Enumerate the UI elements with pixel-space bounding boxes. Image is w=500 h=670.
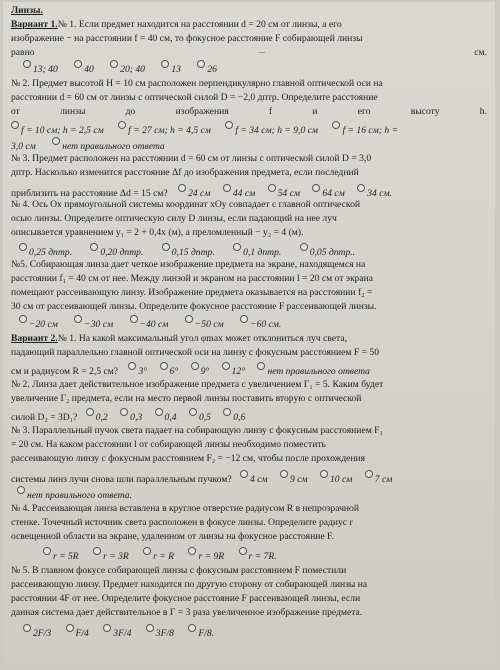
- radio-button[interactable]: [223, 184, 231, 192]
- radio-button[interactable]: [268, 184, 276, 192]
- option[interactable]: 7 см: [365, 470, 393, 487]
- v2-q2-line3: силой D₂ = 3D₁? 0,2 0,3 0,4 0,5 0,6: [11, 408, 487, 425]
- option[interactable]: r = 7R.: [239, 547, 277, 564]
- radio-button[interactable]: [23, 624, 31, 632]
- option[interactable]: F/8.: [188, 624, 214, 641]
- option[interactable]: 0,05 дптр..: [300, 243, 355, 260]
- option[interactable]: 13; 40: [23, 60, 58, 77]
- v2-q1-line3: см и радиусом R = 2,5 см? 3° 6° 9° 12° нет правильного ответа: [11, 362, 487, 379]
- radio-button[interactable]: [222, 362, 230, 370]
- radio-button[interactable]: [312, 184, 320, 192]
- option[interactable]: −40 см: [130, 315, 169, 332]
- option[interactable]: 13: [161, 60, 181, 77]
- option[interactable]: 6°: [160, 362, 179, 379]
- radio-button[interactable]: [93, 547, 101, 555]
- v2-q2-line2: увеличение Γ₂ предмета, если на место первой линзы поставить вторую с оптической: [11, 393, 362, 404]
- radio-button[interactable]: [240, 470, 248, 478]
- v2-q5-options: [23, 624, 487, 641]
- v2-q5-line2: рассеивающую линзу. Предмет находится по другую сторону от собирающей линзы на: [11, 579, 368, 590]
- option[interactable]: нет правильного ответа.: [17, 486, 132, 503]
- v1-q4-line3: описывается уравнением y₁ = 2 + 0,4x (м), а преломленный − y₂ = 4 (м).: [11, 227, 304, 238]
- v1-q2-line3: от линзы до изображения f и его высоту h.: [11, 106, 487, 117]
- option[interactable]: 3F/4: [103, 624, 131, 641]
- variant-1-heading: Вариант 1.: [11, 19, 58, 30]
- v2-q3-options-cont: [17, 486, 487, 503]
- v2-q4-line2: стенке. Точечный источник света расположен в фокусе линзы. Определите радиус r: [11, 517, 353, 528]
- option[interactable]: 40: [74, 60, 94, 77]
- radio-button[interactable]: [103, 624, 111, 632]
- radio-button[interactable]: [74, 315, 82, 323]
- option[interactable]: 0,25 дптр.: [19, 243, 72, 260]
- radio-button[interactable]: [66, 624, 74, 632]
- radio-button[interactable]: [11, 121, 19, 129]
- v1-q2-options-cont: 3,0 см нет правильного ответа: [11, 137, 487, 154]
- radio-button[interactable]: [162, 243, 170, 251]
- option[interactable]: 10 см: [320, 470, 352, 487]
- radio-button[interactable]: [130, 315, 138, 323]
- radio-button[interactable]: [189, 408, 197, 416]
- v1-q5-line4: 30 см от рассеивающей линзы. Определите фокусное расстояние F рассеивающей линзы.: [11, 301, 377, 312]
- v1-q5-options: [19, 315, 487, 332]
- v2-q1-line1: Вариант 2.№ 1. На какой максимальный угол φmax может отклониться луч света,: [11, 333, 347, 344]
- option[interactable]: r = 9R: [188, 547, 224, 564]
- radio-button[interactable]: [161, 60, 169, 68]
- v1-q5-line2: расстоянии f₁ = 40 см от нее. Между линзой и экраном на расстоянии l = 20 см от экрана: [11, 273, 374, 284]
- option[interactable]: −30 см: [74, 315, 113, 332]
- v1-q3-line1: № 3. Предмет расположен на расстоянии d = 60 см от линзы с оптической силой D = 3,0: [11, 153, 372, 164]
- v1-q5-line3: помещают рассеивающую линзу. Изображение предмета оказывается на расстоянии f₂ =: [11, 287, 373, 298]
- option[interactable]: 26: [197, 60, 217, 77]
- v1-q1-options: [23, 60, 487, 77]
- v1-q3-line2: дптр. Насколько изменится расстояние Δf до изображения предмета, если последний: [11, 167, 359, 178]
- radio-button[interactable]: [257, 362, 265, 370]
- option[interactable]: r = R: [143, 547, 174, 564]
- radio-button[interactable]: [280, 470, 288, 478]
- v1-q2-options: [11, 121, 487, 138]
- radio-button[interactable]: [143, 547, 151, 555]
- v2-q2-line1: № 2. Линза дает действительное изображение предмета с увеличением Γ₁ = 5. Каким будет: [11, 379, 384, 390]
- radio-button[interactable]: [17, 486, 25, 494]
- v2-q1-line2: падающий параллельно главной оптической оси на линзу с фокусным расстоянием F = 50: [11, 347, 379, 358]
- radio-button[interactable]: [118, 121, 126, 129]
- radio-button[interactable]: [52, 137, 60, 145]
- v1-q2-line2: расстоянии d = 60 см от линзы с оптической силой D = −2,0 дптр. Определите расстояние: [11, 92, 378, 103]
- radio-button[interactable]: [225, 121, 233, 129]
- option[interactable]: −20 см: [19, 315, 58, 332]
- v2-q5-line1: № 5. В главном фокусе собирающей линзы с фокусным расстоянием F поместили: [11, 565, 347, 576]
- v2-q3-line2: = 20 см. На каком расстоянии l от собирающей линзы необходимо поместить: [11, 439, 326, 450]
- option[interactable]: 64 см: [312, 184, 344, 201]
- option[interactable]: 3°: [128, 362, 147, 379]
- radio-button[interactable]: [191, 362, 199, 370]
- radio-button[interactable]: [332, 121, 340, 129]
- radio-button[interactable]: [178, 184, 186, 192]
- option[interactable]: 2F/3: [23, 624, 51, 641]
- option[interactable]: f = 34 см; h = 9,0 см: [225, 121, 318, 138]
- v1-q2-line1: № 2. Предмет высотой H = 10 см расположен перпендикулярно главной оптической оси на: [11, 78, 383, 89]
- page-title: Линзы.: [11, 5, 43, 16]
- option[interactable]: f = 16 см; h =: [332, 121, 398, 138]
- v2-q4-line1: № 4. Рассеивающая линза вставлена в круглое отверстие радиусом R в непрозрачной: [11, 503, 359, 514]
- option[interactable]: нет правильного ответа: [257, 362, 369, 379]
- radio-button[interactable]: [74, 60, 82, 68]
- radio-button[interactable]: [223, 408, 231, 416]
- radio-button[interactable]: [239, 547, 247, 555]
- option[interactable]: 20; 40: [110, 60, 145, 77]
- radio-button[interactable]: [240, 315, 248, 323]
- radio-button[interactable]: [197, 60, 205, 68]
- v1-q3-line3: приблизить на расстояние Δd = 15 см? 24 см 44 см 54 см 64 см 34 см.: [11, 184, 487, 201]
- v1-q5-line1: №5. Собирающая линза дает четкое изображение предмета на экране, находящемся на: [11, 259, 366, 270]
- option[interactable]: 54 см: [268, 184, 300, 201]
- v1-q1-line2: изображение − на расстоянии f = 40 см, то фокусное расстояние F собирающей линзы: [11, 33, 363, 44]
- option[interactable]: 0,4: [155, 408, 177, 425]
- radio-button[interactable]: [185, 315, 193, 323]
- option[interactable]: 24 см: [178, 184, 210, 201]
- option[interactable]: 0,1 дптр.: [233, 243, 281, 260]
- option[interactable]: 0,6: [223, 408, 245, 425]
- variant-2-heading: Вариант 2.: [11, 333, 58, 344]
- radio-button[interactable]: [160, 362, 168, 370]
- v2-q4-line3: освещенной области на экране, удаленном от линзы на фокусное расстояние F.: [11, 531, 334, 542]
- radio-button[interactable]: [155, 408, 163, 416]
- option[interactable]: 34 см.: [357, 184, 392, 201]
- radio-button[interactable]: [19, 243, 27, 251]
- radio-button[interactable]: [300, 243, 308, 251]
- radio-button[interactable]: [43, 547, 51, 555]
- radio-button[interactable]: [320, 470, 328, 478]
- option[interactable]: f = 10 см; h = 2,5 см: [11, 121, 104, 138]
- option[interactable]: 3F/8: [146, 624, 174, 641]
- radio-button[interactable]: [120, 408, 128, 416]
- v2-q3-line3: рассеивающую линзу с фокусным расстоянием F₂ = −12 см, чтобы после прохождения: [11, 453, 366, 464]
- v1-q1-line1: Вариант 1.№ 1. Если предмет находится на расстоянии d = 20 см от линзы, а его: [11, 19, 342, 30]
- v1-q4-line1: № 4. Ось Ox прямоугольной системы координат xOy совпадает с главной оптической: [11, 199, 361, 210]
- option[interactable]: нет правильного ответа: [52, 137, 164, 154]
- v1-q4-line2: осью линзы. Определите оптическую силу D линзы, если падающий на нее луч: [11, 213, 337, 224]
- radio-button[interactable]: [90, 243, 98, 251]
- option[interactable]: f = 27 см; h = 4,5 см: [118, 121, 211, 138]
- v1-q1-line3: равно ... см.: [11, 46, 487, 58]
- option[interactable]: r = 3R: [93, 547, 129, 564]
- option[interactable]: 9°: [191, 362, 210, 379]
- radio-button[interactable]: [19, 315, 27, 323]
- radio-button[interactable]: [365, 470, 373, 478]
- radio-button[interactable]: [23, 60, 31, 68]
- radio-button[interactable]: [128, 362, 136, 370]
- radio-button[interactable]: [110, 60, 118, 68]
- radio-button[interactable]: [357, 184, 365, 192]
- option[interactable]: F/4: [66, 624, 89, 641]
- option[interactable]: 9 см: [280, 470, 308, 487]
- option[interactable]: −60 см.: [240, 315, 281, 332]
- option[interactable]: 44 см: [223, 184, 255, 201]
- option[interactable]: 0,15 дптр.: [162, 243, 215, 260]
- v2-q3-line4: системы линз лучи снова шли параллельным пучком? 4 см 9 см 10 см 7 см: [11, 470, 487, 487]
- option[interactable]: 0,2: [86, 408, 108, 425]
- option[interactable]: 4 см: [240, 470, 268, 487]
- option[interactable]: 12°: [222, 362, 245, 379]
- worksheet-page: [3, 2, 495, 664]
- v2-q4-options: [43, 547, 487, 564]
- option[interactable]: 0,5: [189, 408, 211, 425]
- v2-q5-line3: расстоянии 4F от нее. Определите фокусное расстояние F рассеивающей линзы, если: [11, 593, 361, 604]
- radio-button[interactable]: [188, 624, 196, 632]
- radio-button[interactable]: [233, 243, 241, 251]
- option[interactable]: r = 5R: [43, 547, 79, 564]
- v2-q3-line1: № 3. Параллельный пучок света падает на собирающую линзу с фокусным расстоянием F₁: [11, 425, 383, 436]
- v2-q5-line4: данная система дает действительное в Γ = 3 раза увеличенное изображение предмета.: [11, 607, 363, 618]
- radio-button[interactable]: [86, 408, 94, 416]
- radio-button[interactable]: [188, 547, 196, 555]
- option[interactable]: 0,3: [120, 408, 142, 425]
- option[interactable]: −50 см: [185, 315, 224, 332]
- radio-button[interactable]: [146, 624, 154, 632]
- option[interactable]: 0,20 дптр.: [90, 243, 143, 260]
